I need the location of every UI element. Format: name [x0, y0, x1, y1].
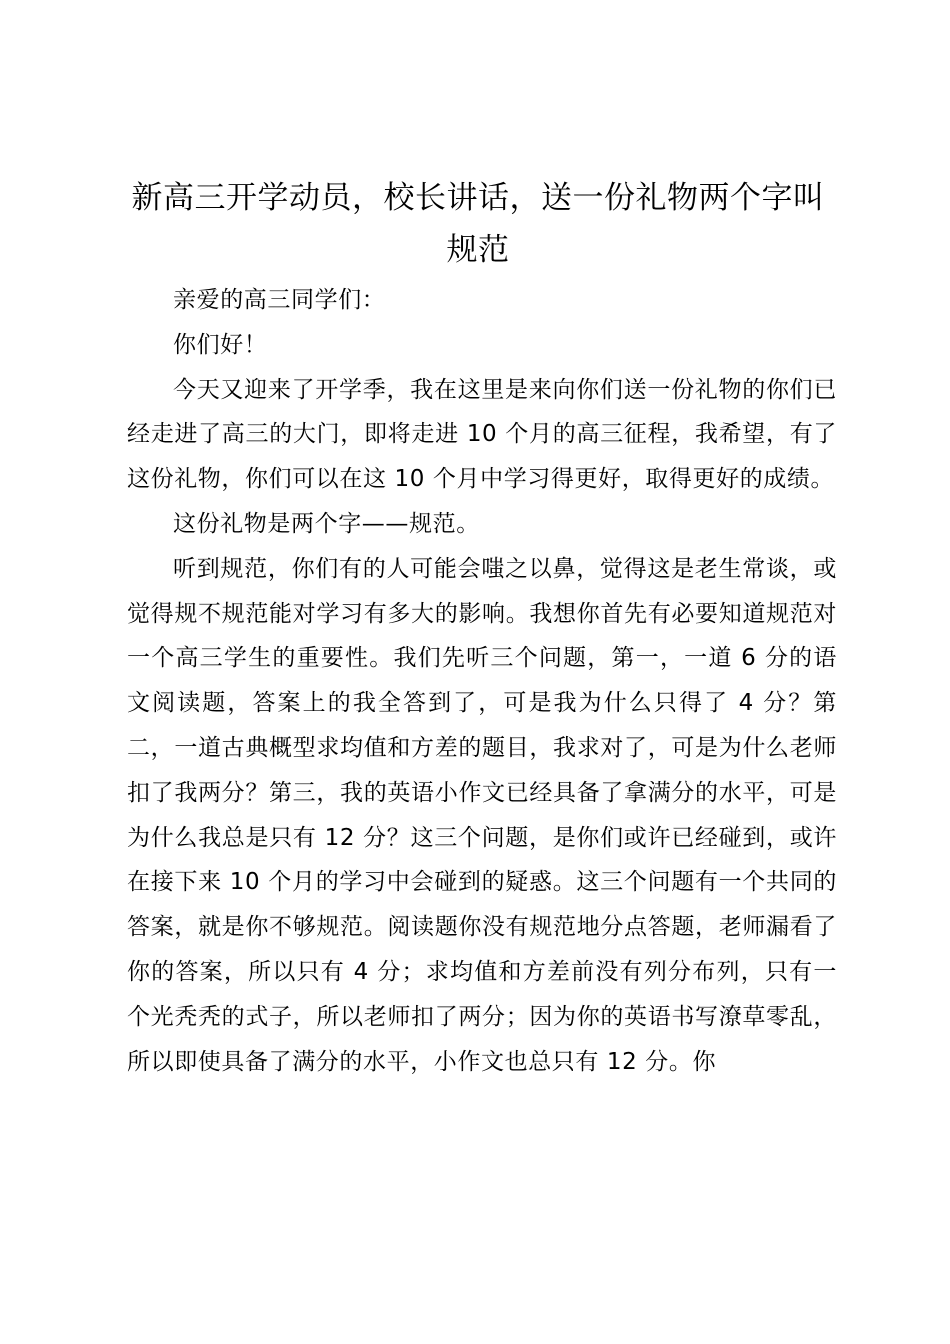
body-paragraph: 今天又迎来了开学季，我在这里是来向你们送一份礼物的你们已经走进了高三的大门，即将走进 10 个月的高三征程，我希望，有了这份礼物，你们可以在这 10 个月中学习得更好，取得更好的成绩。 — [127, 376, 837, 493]
greeting: 你们好！ — [173, 331, 268, 358]
body-paragraph: 听到规范，你们有的人可能会嗤之以鼻，觉得这是老生常谈，或觉得规不规范能对学习有多大的影响。我想你首先有必要知道规范对一个高三学生的重要性。我们先听三个问题，第一，一道 6 分的语文阅读题，答案上的我全答到了，可是我为什么只得了 4 分？第二，一道古典概型求均值和方差的题目，我求对了，可是为什么老师扣了我两分？第三，我的英语小作文已经具备了拿满分的水平，可是为什么我总是只有 12 分？这三个问题，是你们或许已经碰到，或许在接下来 10 个月的学习中会碰到的疑惑。这三个问题有一个共同的答案，就是你不够规范。阅读题你没有规范地分点答题，老师漏看了你的答案，所以只有 4 分；求均值和方差前没有列分布列，只有一个光秃秃的式子，所以老师扣了两分；因为你的英语书写潦草零乱，所以即使具备了满分的水平，小作文也总只有 12 分。你 — [127, 555, 837, 1075]
body-paragraph: 这份礼物是两个字——规范。 — [173, 510, 480, 537]
salutation: 亲爱的高三同学们： — [173, 287, 386, 313]
document-body — [127, 278, 837, 1084]
document-title: 新高三开学动员，校长讲话，送一份礼物两个字叫规范 — [131, 180, 825, 268]
